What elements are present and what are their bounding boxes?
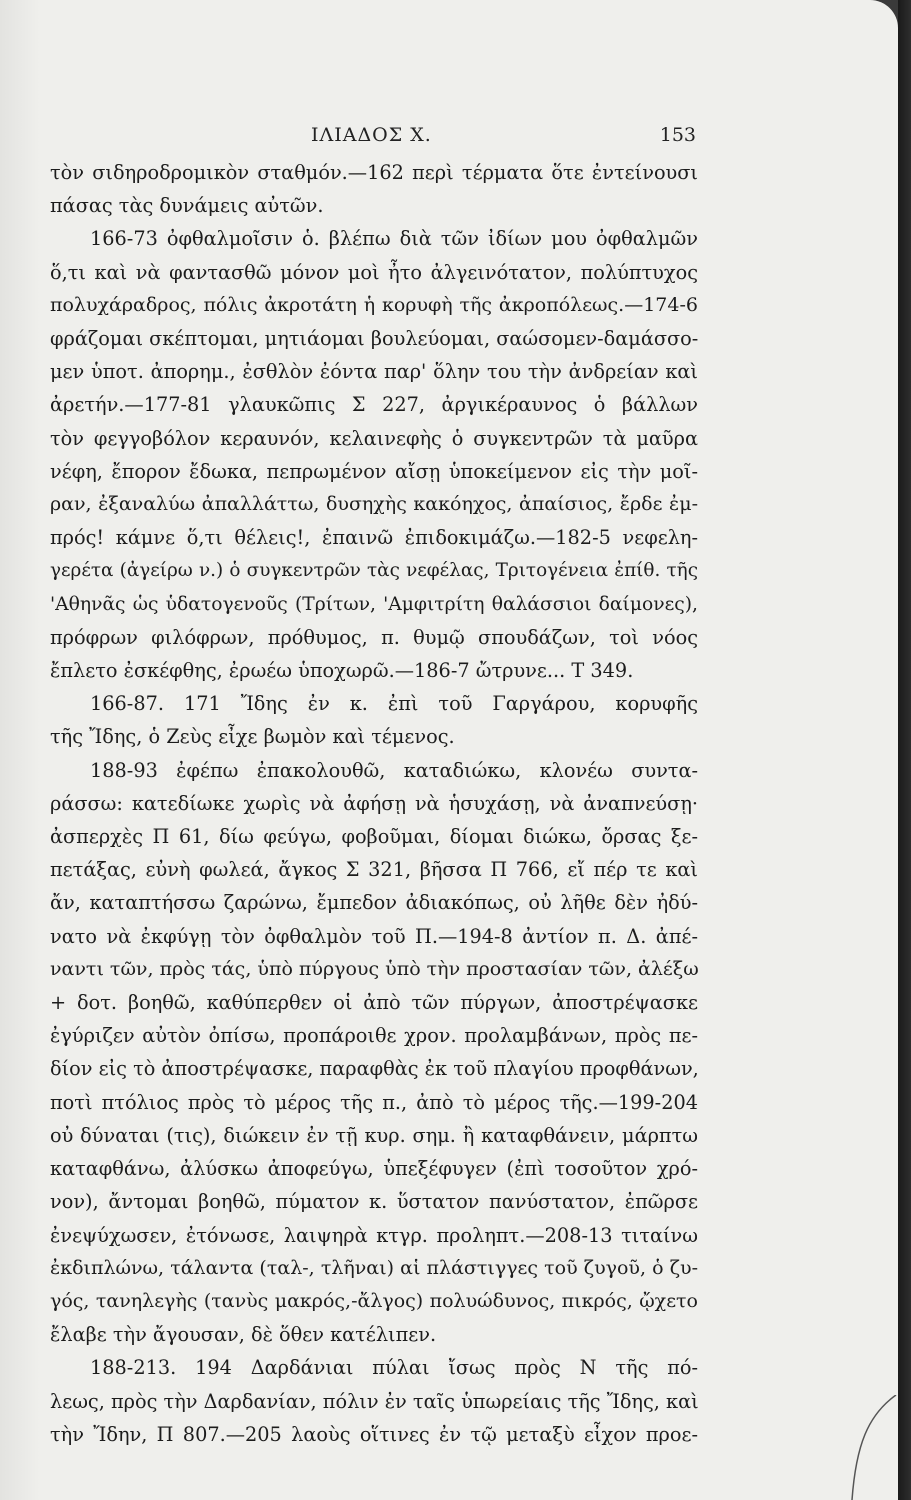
text-line: ἄν, καταπτήσσω ζαρώνω, ἔμπεδον ἀδιακόπως, οὐ λῆθε δὲν ἠδύ-	[50, 891, 698, 915]
text-line: πρόφρων φιλόφρων, πρόθυμος, π. θυμῷ σπουδάζων, τοὶ νόος	[50, 625, 698, 649]
text-line: πάσας τὰς δυνάμεις αὐτῶν.	[50, 194, 324, 218]
text-line: τῆς Ἴδης, ὁ Ζεὺς εἶχε βωμὸν καὶ τέμενος.	[50, 725, 455, 749]
text-line: 188-93 ἐφέπω ἐπακολουθῶ, καταδιώκω, κλονέω συντα-	[90, 758, 698, 782]
running-title: ΙΛΙΑΔΟΣ Χ.	[311, 124, 432, 146]
text-line: πετάξας, εὐνὴ φωλεά, ἄγκος Σ 321, βῆσσα Π 766, εἴ πέρ τε καὶ	[50, 858, 698, 882]
text-line: γερέτα (ἀγείρω ν.) ὁ συγκεντρῶν τὰς νεφέλας, Τριτογένεια ἐπίθ. τῆς	[50, 560, 698, 582]
text-line: ναντι τῶν, πρὸς τάς, ὑπὸ πύργους ὑπὸ τὴν προστασίαν τῶν, ἀλέξω	[50, 957, 699, 980]
text-line: ὅ,τι καὶ νὰ φαντασθῶ μόνον μοὶ ἦτο ἀλγεινότατον, πολύπτυχος	[50, 260, 698, 284]
page-edge-shadow	[898, 0, 911, 1500]
text-line: πρός! κάμνε ὅ,τι θέλεις!, ἐπαινῶ ἐπιδοκιμάζω.—182-5 νεφελη-	[50, 526, 698, 550]
text-line: 166-73 ὀφθαλμοῖσιν ὁ. βλέπω διὰ τῶν ἰδίων μου ὀφθαλμῶν	[90, 227, 698, 251]
text-line: ἔλαβε τὴν ἄγουσαν, δὲ ὅθεν κατέλιπεν.	[50, 1323, 437, 1347]
text-line: ἀσπερχὲς Π 61, δίω φεύγω, φοβοῦμαι, δίομαι διώκω, ὄρσας ξε-	[50, 825, 698, 849]
text-line: ραν, ἐξαναλύω ἀπαλλάττω, δυσηχὴς κακόηχος, ἀπαίσιος, ἔρδε ἐμ-	[50, 493, 698, 516]
text-line: 'Αθηνᾶς ὡς ὑδατογενοῦς (Τρίτων, 'Αμφιτρίτη θαλάσσιοι δαίμονες),	[50, 593, 698, 615]
text-line: + δοτ. βοηθῶ, καθύπερθεν οἱ ἀπὸ τῶν πύργων, ἀποστρέψασκε	[50, 991, 698, 1015]
text-line: νέφη, ἔπορον ἔδωκα, πεπρωμένον αἴσῃ ὑποκείμενον εἰς τὴν μοῖ-	[50, 459, 698, 483]
text-line: νατο νὰ ἐκφύγῃ τὸν ὀφθαλμὸν τοῦ Π.—194-8 ἀντίον π. Δ. ἀπέ-	[50, 924, 698, 948]
page-number: 153	[659, 124, 696, 146]
section-heading-line: 166-87. 171 Ἴδης ἐν κ. ἐπὶ τοῦ Γαργάρου, κορυφῆς	[90, 692, 698, 716]
commentary-text	[50, 156, 698, 1451]
text-line: τὸν σιδηροδρομικὸν σταθμόν.—162 περὶ τέρματα ὅτε ἐντείνουσι	[50, 161, 698, 184]
text-line: ἐγύριζεν αὐτὸν ὀπίσω, προπάροιθε χρον. προλαμβάνων, πρὸς πε-	[50, 1024, 698, 1048]
text-line: ἔπλετο ἐσκέφθης, ἐρωέω ὑποχωρῶ.—186-7 ὤτρυνε... Τ 349.	[50, 659, 634, 683]
text-line: ἀρετήν.—177-81 γλαυκῶπις Σ 227, ἀργικέραυνος ὁ βάλλων	[50, 393, 698, 417]
text-line: οὐ δύναται (τις), διώκειν ἐν τῇ κυρ. σημ. ἢ καταφθάνειν, μάρπτω	[50, 1123, 698, 1147]
text-line: ράσσω: κατεδίωκε χωρὶς νὰ ἀφήσῃ νὰ ἡσυχάσῃ, νὰ ἀναπνεύσῃ·	[50, 791, 698, 815]
text-line: μεν ὑποτ. ἀπορημ., ἐσθλὸν ἐόντα παρ' ὅλην του τὴν ἀνδρείαν καὶ	[50, 360, 698, 384]
text-line: τὴν Ἴδην, Π 807.—205 λαοὺς οἵτινες ἐν τῷ μεταξὺ εἶχον προε-	[50, 1422, 698, 1446]
text-line: καταφθάνω, ἀλύσκω ἀποφεύγω, ὑπεξέφυγεν (ἐπὶ τοσοῦτον χρό-	[50, 1157, 698, 1181]
text-line: λεως, πρὸς τὴν Δαρδανίαν, πόλιν ἐν ταῖς ὑπωρείαις τῆς Ἴδης, καὶ	[50, 1389, 699, 1413]
text-line: τὸν φεγγοβόλον κεραυνόν, κελαινεφὴς ὁ συγκεντρῶν τὰ μαῦρα	[50, 426, 698, 450]
text-line: πολυχάραδρος, πόλις ἀκροτάτη ἡ κορυφὴ τῆς ἀκροπόλεως.—174-6	[50, 293, 698, 316]
page-header	[60, 118, 696, 154]
text-line: δίον εἰς τὸ ἀποστρέψασκε, παραφθὰς ἐκ τοῦ πλαγίου προφθάνων,	[50, 1057, 699, 1081]
text-line: ἐνεψύχωσεν, ἐτόνωσε, λαιψηρὰ κτγρ. προληπτ.—208-13 τιταίνω	[50, 1223, 698, 1247]
text-line: φράζομαι σκέπτομαι, μητιάομαι βουλεύομαι, σαώσομεν-δαμάσσο-	[50, 327, 699, 351]
text-line: ἐκδιπλώνω, τάλαντα (ταλ-, τλῆναι) αἱ πλάστιγγες τοῦ ζυγοῦ, ὁ ζυ-	[50, 1256, 698, 1279]
page-curl-mark	[838, 1395, 898, 1500]
page-shadow	[0, 0, 40, 1500]
text-line: νον), ἄντομαι βοηθῶ, πύματον κ. ὕστατον πανύστατον, ἐπῶρσε	[50, 1190, 698, 1214]
text-line: ποτὶ πτόλιος πρὸς τὸ μέρος τῆς π., ἀπὸ τὸ μέρος τῆς.—199-204	[50, 1090, 698, 1114]
text-line: γός, τανηλεγὴς (τανὺς μακρός,-ἄλγος) πολυώδυνος, πικρός, ᾤχετο	[50, 1289, 698, 1312]
section-heading-line: 188-213. 194 Δαρδάνιαι πύλαι ἴσως πρὸς Ν τῆς πό-	[90, 1356, 698, 1380]
